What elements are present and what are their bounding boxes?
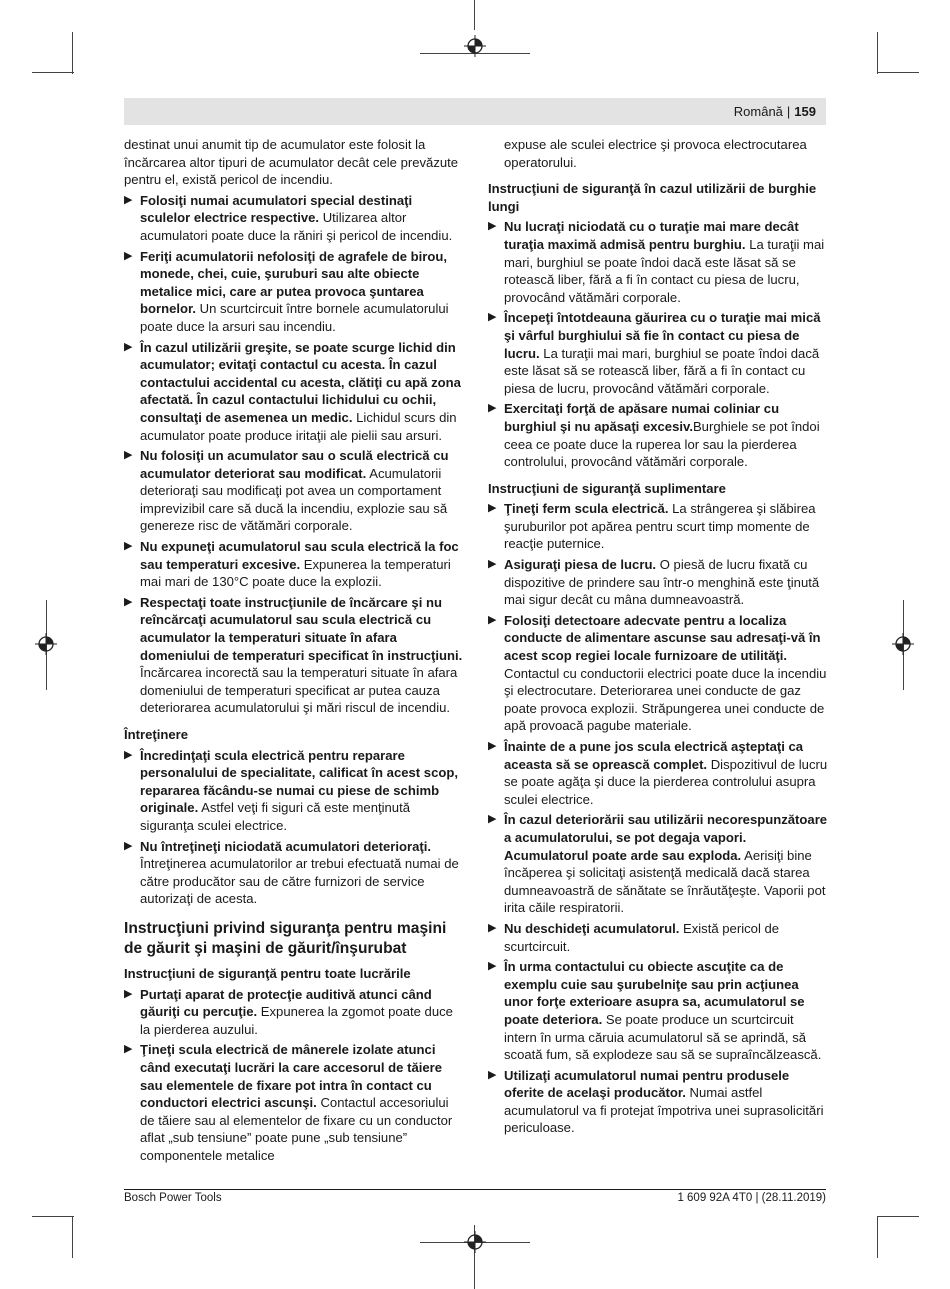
list-item [124,1041,464,1164]
bullet-arrow-icon: ▶ [488,402,497,415]
right-column [488,136,830,1137]
item-text: Burghiele se pot îndoi ceea ce poate duce la ruperea lor sau la pierderea controlului, provocând vătămări corporale. [504,418,820,470]
footer-brand: Bosch Power Tools [124,1192,222,1204]
long-bits-heading: Instrucţiuni de siguranţă în cazul utilizării de burghie lungi [488,181,817,214]
list-item [488,400,830,470]
bullet-arrow-icon: ▶ [124,540,133,553]
bullet-arrow-icon: ▶ [488,921,497,934]
item-bold-text: Purtaţi aparat de protecţie auditivă atunci când găuriţi cu percuţie. [140,986,432,1020]
section-title: Instrucţiuni privind siguranţa pentru maşini de găurit şi maşini de găurit/înşurubat [124,919,447,957]
item-bold-text: Utilizaţi acumulatorul numai pentru produsele oferite de acelaşi producător. [504,1067,790,1101]
header-language: Română [733,104,783,119]
list-item [488,811,830,917]
bullet-arrow-icon: ▶ [124,839,133,852]
footer-doc-id: 1 609 92A 4T0 | (28.11.2019) [677,1192,826,1204]
maintenance-heading: Întreţinere [124,727,189,742]
footer-divider [124,1189,826,1190]
crop-mark [877,1216,878,1258]
item-text: Expunerea la temperaturi mai mari de 130°C poate duce la explozii. [140,556,451,590]
item-bold-text: Folosiţi numai acumulatori special destinaţi sculelor electrice respective. [140,192,413,226]
item-text: Aerisiţi bine încăperea şi solicitaţi asistenţă medicală dacă starea dumneavoastră de sănătate se înrăutăţeşte. Vaporii pot irita căile respiratorii. [504,847,826,916]
item-text: La strângerea şi slăbirea şuruburilor pot apărea pentru scurt timp momente de reacţie puternice. [504,501,816,552]
bullet-arrow-icon: ▶ [124,748,133,761]
item-text: Întreţinerea acumulatorilor ar trebui efectuată numai de către producător sau de către furnizori de service autorizaţi de acesta. [140,856,459,907]
list-item [488,218,830,306]
item-text: Contactul cu conductorii electrici poate duce la incendiu şi electrocutare. Deteriorarea unei conducte de gaz poate provoca explozii. Străpungerea unei conducte de apă provoacă pagube materiale. [504,665,827,734]
bullet-arrow-icon: ▶ [124,1043,133,1056]
item-bold-text: Nu lucraţi niciodată cu o turaţie mai mare decât turaţia maximă admisă pentru burghiu. [504,219,799,252]
list-item [124,594,464,717]
bullet-arrow-icon: ▶ [124,449,133,462]
bullet-arrow-icon: ▶ [124,193,133,206]
list-item [124,248,464,336]
item-text: Acumulatorii deterioraţi sau modificaţi pot avea un comportament imprevizibil care să ducă la incendiu, explozie sau să genereze risc de vătămări corporale. [140,465,448,534]
item-text: Lichidul scurs din acumulator poate produce iritaţii ale pielii sau arsuri. [140,409,457,443]
header-separator: | [786,104,791,119]
list-item [124,747,464,835]
item-bold-text: În cazul deteriorării sau utilizării necorespunzătoare a acumulatorului, se pot degaja vapori. Acumulatorul poate arde sau exploda. [504,812,828,863]
crop-mark [32,72,74,73]
crop-mark [474,0,475,30]
item-bold-text: Respectaţi toate instrucţiunile de încărcare şi nu reîncărcaţi acumulatorul sau scula electrică cu acumulator la temperaturi situate în afara domeniului de temperaturi specificat în instrucţiuni. [140,594,463,663]
item-bold-text: Ţineţi scula electrică de mânerele izolate atunci când executaţi lucrări la care accesorul de tăiere sau elementele de fixare pot intra în contact cu conductori electrici ascunşi. [140,1042,443,1111]
item-bold-text: Nu deschideţi acumulatorul. [504,920,680,936]
item-bold-text: În cazul utilizării greşite, se poate scurge lichid din acumulator; evitaţi contactul cu acesta. În cazul contactului accidental cu acesta, clătiţi cu apă zona afectată. În cazul contactului lichidului cu ochii, consultaţi de asemenea un medic. [140,339,461,425]
item-text: Numai astfel acumulatorul va fi protejat împotriva unei suprasolicitări periculoase. [504,1085,824,1136]
list-item [124,447,464,535]
header-label [734,103,816,120]
bullet-arrow-icon: ▶ [488,311,497,324]
bullet-arrow-icon: ▶ [124,595,133,608]
crop-mark [877,1216,919,1217]
list-item [124,986,464,1039]
item-text: Dispozitivul de lucru se poate agăţa şi duce la pierderea controlului asupra sculei electrice. [504,756,828,807]
bullet-arrow-icon: ▶ [488,558,497,571]
extra-heading: Instrucţiuni de siguranţă suplimentare [488,480,726,496]
item-text: Astfel veţi fi siguri că este menţinută siguranţa sculei electrice. [140,800,411,833]
list-item [124,538,464,591]
page-number: 159 [794,104,816,119]
item-bold-text: În urma contactului cu obiecte ascuţite ca de exemplu cuie sau şurubelniţe sau prin acţiunea unor forţe exterioare asupra sa, acumulatorul se poate deteriora. [504,959,805,1027]
item-text: La turaţii mai mari, burghiul se poate îndoi dacă este lăsat să se rotească liber, fără a fi în contact cu piesa de lucru, provocând vătămări corporale. [504,236,825,305]
item-text: O piesă de lucru fixată cu dispozitive de prindere sau într-o menghină este ţinută mai sigur decât cu mâna dumneavoastră. [504,557,820,608]
list-item [488,738,830,808]
item-bold-text: Nu întreţineţi niciodată acumulatori deterioraţi. [140,838,432,854]
item-bold-text: Înainte de a pune jos scula electrică aşteptaţi ca aceasta să se oprească complet. [504,739,804,772]
registration-mark-icon [464,35,486,57]
all-operations-heading: Instrucţiuni de siguranţă pentru toate lucrările [124,965,411,981]
item-text: Încărcarea incorectă sau la temperaturi situate în afara domeniului de temperaturi specificat ar putea cauza deteriorarea acumulatorului şi mări riscul de incendiu. [140,665,458,716]
item-text: La turaţii mai mari, burghiul se poate îndoi dacă este lăsat să se rotească liber, fără a fi în contact cu piesa de lucru, provocând vătămări corporale. [504,345,820,396]
bullet-arrow-icon: ▶ [488,960,497,973]
item-text: Contactul accesoriului de tăiere sau al elementelor de fixare cu un conductor aflat „sub tensiune” poate pune „sub tensiune” componentele metalice [140,1095,453,1163]
item-bold-text: Exercitaţi forţă de apăsare numai coliniar cu burghiul şi nu apăsaţi excesiv. [504,401,780,434]
list-item [488,920,830,955]
item-bold-text: Începeţi întotdeauna găurirea cu o turaţie mai mică şi vârful burghiului să fie în contact cu piesa de lucru. [504,310,821,361]
bullet-arrow-icon: ▶ [488,502,497,515]
item-text: Utilizarea altor acumulatori poate duce la răniri şi pericol de incendiu. [140,210,453,243]
registration-mark-icon [892,633,914,655]
intro-paragraph: destinat unui anumit tip de acumulator este folosit la încărcarea altor tipuri de acumulator decât cele prevăzute pentru el, există pericol de incendiu. [124,137,459,188]
crop-mark [32,1216,74,1217]
item-bold-text: Folosiţi detectoare adecvate pentru a localiza conducte de alimentare ascunse sau adresaţi-vă în acest scop regiei locale furnizoare de utilităţi. [504,612,821,664]
bullet-arrow-icon: ▶ [488,613,497,626]
item-text: Există pericol de scurtcircuit. [504,920,780,954]
bullet-arrow-icon: ▶ [488,220,497,233]
list-item [488,309,830,397]
list-item [488,612,830,735]
list-item [124,838,464,908]
crop-mark [72,1216,73,1258]
continuation-paragraph: expuse ale sculei electrice şi provoca electrocutarea operatorului. [504,137,807,170]
bullet-arrow-icon: ▶ [124,987,133,1000]
list-item [488,500,830,553]
item-bold-text: Încredinţaţi scula electrică pentru reparare personalului de specialitate, calificat în acest scop, repararea făcându-se numai cu piese de schimb originale. [140,747,459,816]
item-bold-text: Asiguraţi piesa de lucru. [504,557,657,573]
list-item [124,192,464,245]
left-column [124,136,464,1164]
registration-mark-icon [464,1231,486,1253]
bullet-arrow-icon: ▶ [488,740,497,752]
bullet-arrow-icon: ▶ [124,249,133,262]
item-bold-text: Ţineţi ferm scula electrică. [504,501,669,517]
list-item [488,556,830,609]
item-text: Un scurtcircuit între bornele acumulatorului poate duce la arsuri sau incendiu. [140,301,449,334]
item-text: Expunerea la zgomot poate duce la pierderea auzului. [140,1004,453,1037]
crop-mark [877,32,878,74]
bullet-arrow-icon: ▶ [488,1068,497,1081]
item-bold-text: Nu expuneţi acumulatorul sau scula electrică la foc sau temperaturi excesive. [140,539,459,572]
item-text: Se poate produce un scurtcircuit intern în urma căruia acumulatorul să se aprindă, să scoată fum, să explodeze sau să se supraîncălzească. [504,1011,822,1063]
page-header [124,98,826,125]
crop-mark [72,32,73,74]
list-item [488,1067,830,1137]
bullet-arrow-icon: ▶ [488,813,497,826]
registration-mark-icon [35,633,57,655]
bullet-arrow-icon: ▶ [124,340,133,353]
list-item [124,339,464,445]
list-item [488,958,830,1064]
crop-mark [877,72,919,73]
item-bold-text: Nu folosiţi un acumulator sau o sculă electrică cu acumulator deteriorat sau modificat. [140,448,449,481]
item-bold-text: Feriţi acumulatorii nefolosiţi de agrafele de birou, monede, chei, cuie, şuruburi sau alte obiecte metalice mici, care ar putea provoca şuntarea bornelor. [140,248,448,317]
